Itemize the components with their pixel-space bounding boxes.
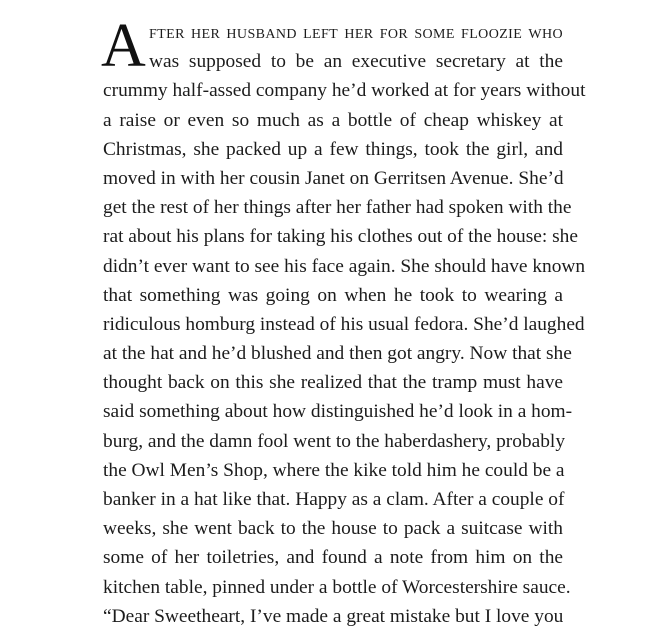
text-line: moved in with her cousin Janet on Gerritsen Avenue. She’d bbox=[103, 167, 564, 189]
text-line: was supposed to be an executive secretary at the bbox=[149, 51, 563, 73]
drop-cap: A bbox=[101, 12, 146, 80]
body-text bbox=[101, 12, 586, 631]
text-line: Christmas, she packed up a few things, took the girl, and bbox=[103, 138, 563, 160]
text-line: said something about how distinguished he’d look in a hom- bbox=[103, 401, 573, 423]
text-line: at the hat and he’d blushed and then got angry. Now that she bbox=[103, 343, 572, 365]
text-line: some of her toiletries, and found a note from him on the bbox=[103, 547, 563, 569]
text-line: ridiculous homburg instead of his usual fedora. She’d laughed bbox=[103, 313, 585, 335]
text-line: didn’t ever want to see his face again. She should have known bbox=[103, 255, 586, 277]
text-line: crummy half-assed company he’d worked at for years without bbox=[103, 80, 586, 102]
text-line: weeks, she went back to the house to pack a suitcase with bbox=[103, 518, 563, 540]
text-line: kitchen table, pinned under a bottle of Worcestershire sauce. bbox=[103, 576, 571, 598]
text-line: burg, and the damn fool went to the haberdashery, probably bbox=[103, 430, 566, 452]
text-line: rat about his plans for taking his clothes out of the house: she bbox=[103, 226, 578, 248]
text-line: a raise or even so much as a bottle of cheap whiskey at bbox=[103, 109, 563, 131]
text-line: that something was going on when he took to wearing a bbox=[103, 284, 563, 306]
text-line: banker in a hat like that. Happy as a clam. After a couple of bbox=[103, 489, 565, 510]
opening-small-caps: fter her husband left her for some floozie who bbox=[149, 22, 563, 43]
text-line: “Dear Sweetheart, I’ve made a great mistake but I love you bbox=[103, 605, 564, 627]
text-line: the Owl Men’s Shop, where the kike told him he could be a bbox=[103, 459, 565, 481]
text-line: get the rest of her things after her father had spoken with the bbox=[103, 197, 572, 219]
text-line: thought back on this she realized that the tramp must have bbox=[103, 372, 563, 394]
